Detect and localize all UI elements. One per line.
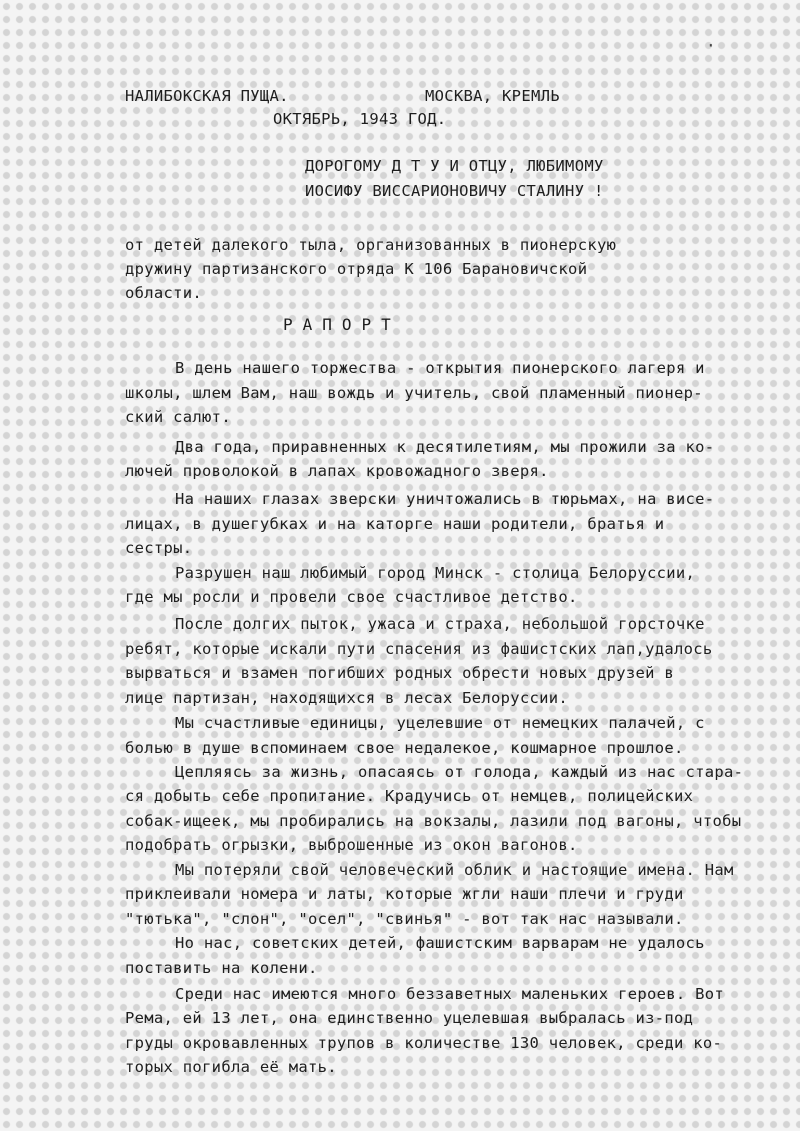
body-line: сестры. bbox=[125, 539, 193, 557]
body-line: лючей проволокой в лапах кровожадного зверя. bbox=[125, 462, 549, 480]
body-line: Мы потеряли свой человеческий облик и настоящие имена. Нам bbox=[175, 861, 734, 879]
body-line: груды окровавленных трупов в количестве 130 человек, среди ко- bbox=[125, 1034, 723, 1052]
header-recipient-place: МОСКВА, КРЕМЛЬ bbox=[425, 87, 560, 105]
header-place: НАЛИБОКСКАЯ ПУЩА. bbox=[125, 87, 289, 105]
body-line: ребят, которые искали пути спасения из фашистских лап,удалось bbox=[125, 640, 713, 658]
body-line: После долгих пыток, ужаса и страха, небольшой горсточке bbox=[175, 615, 705, 633]
body-line: ся добыть себе пропитание. Крадучись от немцев, полицейских bbox=[125, 787, 694, 805]
body-line: Разрушен наш любимый город Минск - столица Белоруссии, bbox=[175, 564, 696, 582]
body-line: торых погибла её мать. bbox=[125, 1058, 337, 1076]
body-line: "тютька", "слон", "осел", "свинья" - вот так нас называли. bbox=[125, 910, 684, 928]
body-line: подобрать огрызки, выброшенные из окон вагонов. bbox=[125, 836, 578, 854]
sender-line-2: дружину партизанского отряда К 106 Барановичской bbox=[125, 260, 588, 278]
body-line: лице партизан, находящихся в лесах Белоруссии. bbox=[125, 689, 569, 707]
address-line-1: ДОРОГОМУ Д Т У И ОТЦУ, ЛЮБИМОМУ bbox=[305, 157, 604, 175]
body-line: поставить на колени. bbox=[125, 959, 318, 977]
body-line: Но нас, советских детей, фашистским варварам не удалось bbox=[175, 934, 705, 952]
body-line: лицах, в душегубках и на каторге наши родители, братья и bbox=[125, 515, 665, 533]
body-line: вырваться и взамен погибших родных обрести новых друзей в bbox=[125, 664, 675, 682]
body-line: На наших глазах зверски уничтожались в тюрьмах, на висе- bbox=[175, 490, 715, 508]
body-line: Среди нас имеются много беззаветных маленьких героев. Вот bbox=[175, 985, 725, 1003]
body-line: школы, шлем Вам, наш вождь и учитель, свой пламенный пионер- bbox=[125, 384, 703, 402]
body-line: ский салют. bbox=[125, 408, 231, 426]
document-title: РАПОРТ bbox=[283, 315, 401, 334]
body-line: болью в душе вспоминаем свое недалекое, кошмарное прошлое. bbox=[125, 739, 684, 757]
body-line: приклеивали номера и латы, которые жгли наши плечи и груди bbox=[125, 885, 684, 903]
body-line: собак-ищеек, мы пробирались на вокзалы, лазили под вагоны, чтобы bbox=[125, 812, 742, 830]
body-line: Цепляясь за жизнь, опасаясь от голода, каждый из нас стара- bbox=[175, 763, 744, 781]
header-date: ОКТЯБРЬ, 1943 ГОД. bbox=[273, 110, 447, 128]
address-line-2: ИОСИФУ ВИССАРИОНОВИЧУ СТАЛИНУ ! bbox=[305, 182, 604, 200]
body-line: Мы счастливые единицы, уцелевшие от немецких палачей, с bbox=[175, 714, 705, 732]
sender-line-1: от детей далекого тыла, организованных в пионерскую bbox=[125, 236, 617, 254]
body-line: В день нашего торжества - открытия пионерского лагеря и bbox=[175, 359, 705, 377]
body-line: где мы росли и провели свое счастливое детство. bbox=[125, 588, 578, 606]
body-line: Два года, приравненных к десятилетиям, мы прожили за ко- bbox=[175, 438, 715, 456]
sender-line-3: области. bbox=[125, 284, 203, 302]
body-line: Рема, ей 13 лет, она единственно уцелевшая выбралась из-под bbox=[125, 1009, 694, 1027]
corner-mark: · bbox=[706, 36, 716, 55]
